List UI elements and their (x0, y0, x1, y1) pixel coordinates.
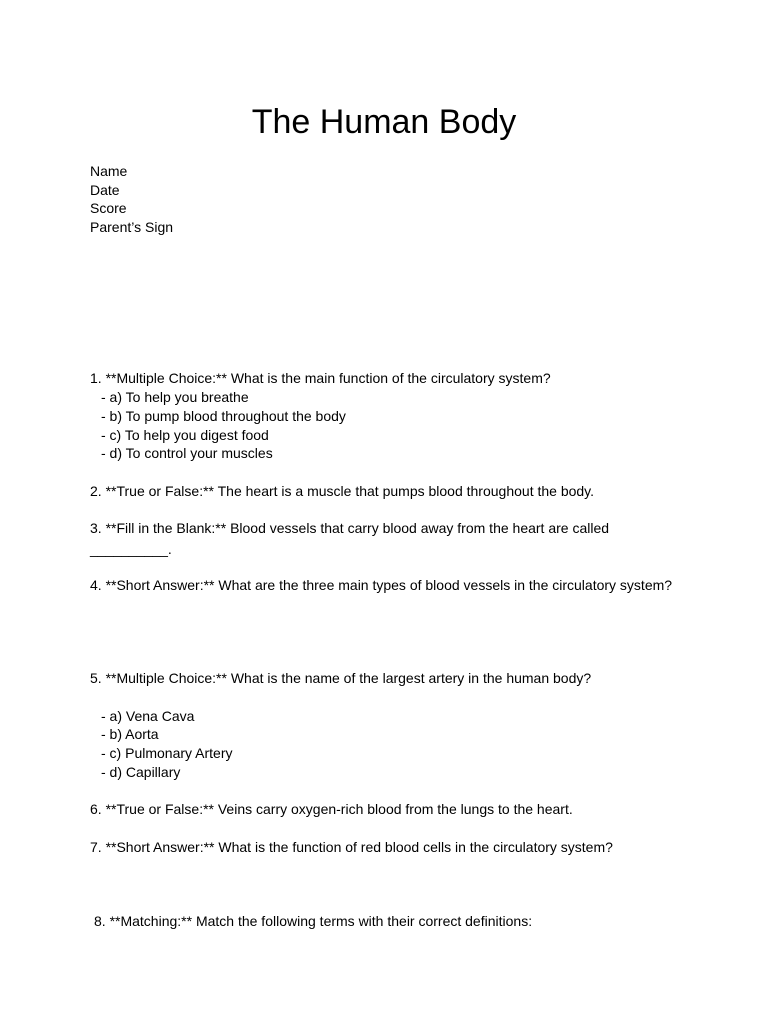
question-2: 2. **True or False:** The heart is a muscle that pumps blood throughout the body. (90, 483, 595, 499)
question-1-option-d: - d) To control your muscles (101, 445, 273, 461)
name-label: Name (90, 163, 128, 179)
page-title: The Human Body (251, 103, 517, 141)
question-5-option-d: - d) Capillary (101, 764, 181, 780)
question-6: 6. **True or False:** Veins carry oxygen-rich blood from the lungs to the heart. (90, 801, 573, 817)
date-label: Date (90, 181, 120, 198)
question-7: 7. **Short Answer:** What is the function of red blood cells in the circulatory system? (90, 839, 613, 855)
question-1-option-a: - a) To help you breathe (101, 389, 249, 405)
question-3-blank: __________. (90, 541, 172, 557)
question-4: 4. **Short Answer:** What are the three main types of blood vessels in the circulatory system? (90, 577, 673, 593)
question-5-option-c: - c) Pulmonary Artery (101, 745, 233, 761)
question-8: 8. **Matching:** Match the following terms with their correct definitions: (94, 913, 533, 929)
student-info-block (90, 162, 173, 236)
question-5: 5. **Multiple Choice:** What is the name of the largest artery in the human body? (90, 670, 592, 686)
question-1-option-c: - c) To help you digest food (101, 427, 269, 443)
question-5-option-a: - a) Vena Cava (101, 708, 195, 724)
question-5-option-b: - b) Aorta (101, 726, 159, 742)
question-1: 1. **Multiple Choice:** What is the main function of the circulatory system? (90, 370, 551, 386)
score-label: Score (90, 200, 127, 217)
parent-sign-label: Parent’s Sign (90, 218, 174, 235)
question-1-option-b: - b) To pump blood throughout the body (101, 408, 346, 424)
question-3: 3. **Fill in the Blank:** Blood vessels that carry blood away from the heart are called (90, 520, 610, 536)
